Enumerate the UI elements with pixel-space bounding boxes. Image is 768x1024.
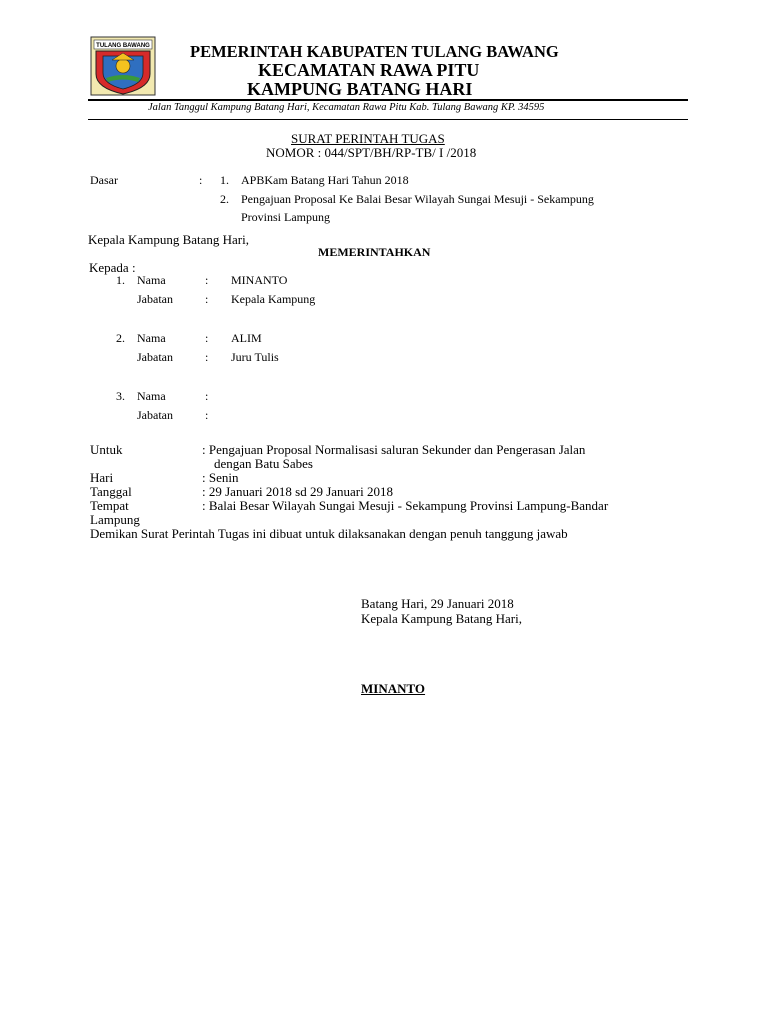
- dasar-item-1-num: 1.: [220, 173, 229, 187]
- person-1-num: 1.: [116, 273, 125, 287]
- person-1-jabatan-colon: :: [205, 292, 209, 306]
- dasar-label: Dasar: [90, 173, 118, 187]
- person-3-jabatan-colon: :: [205, 408, 209, 422]
- emblem-banner-text: TULANG BAWANG: [96, 43, 150, 49]
- command-heading: MEMERINTAHKAN: [318, 245, 431, 259]
- person-2-nama-colon: :: [205, 331, 209, 345]
- person-1-nama-label: Nama: [137, 273, 166, 287]
- letter-title: SURAT PERINTAH TUGAS: [291, 131, 445, 146]
- letterhead-government: PEMERINTAH KABUPATEN TULANG BAWANG: [190, 42, 559, 61]
- person-2-jabatan: Juru Tulis: [231, 350, 279, 364]
- signature-position: Kepala Kampung Batang Hari,: [361, 611, 523, 626]
- closing-statement: Demikan Surat Perintah Tugas ini dibuat untuk dilaksanakan dengan penuh tanggung jawab: [90, 526, 568, 541]
- letterhead-district: KECAMATAN RAWA PITU: [258, 60, 480, 80]
- hari-value: : Senin: [202, 470, 239, 485]
- tanggal-value: : 29 Januari 2018 sd 29 Januari 2018: [202, 484, 394, 499]
- person-2-num: 2.: [116, 331, 125, 345]
- person-2-jabatan-colon: :: [205, 350, 209, 364]
- letterhead-rule-bottom: [88, 119, 688, 120]
- person-2-nama-label: Nama: [137, 331, 166, 345]
- untuk-value: : Pengajuan Proposal Normalisasi saluran Sekunder dan Pengerasan Jalan: [202, 442, 586, 457]
- untuk-label: Untuk: [90, 442, 123, 457]
- person-1-nama-colon: :: [205, 273, 209, 287]
- person-2-nama: ALIM: [231, 331, 262, 345]
- letterhead-village: KAMPUNG BATANG HARI: [247, 79, 473, 99]
- signature-place-date: Batang Hari, 29 Januari 2018: [361, 596, 514, 611]
- dasar-item-2-text: Pengajuan Proposal Ke Balai Besar Wilayah Sungai Mesuji - Sekampung: [241, 192, 594, 206]
- letterhead-address: Jalan Tanggul Kampung Batang Hari, Kecamatan Rawa Pitu Kab. Tulang Bawang KP. 34595: [148, 102, 545, 113]
- signature-name: MINANTO: [361, 681, 426, 696]
- tempat-value: : Balai Besar Wilayah Sungai Mesuji - Sekampung Provinsi Lampung-Bandar: [202, 498, 609, 513]
- dasar-colon: :: [199, 173, 203, 187]
- untuk-value-cont: dengan Batu Sabes: [214, 456, 313, 471]
- person-1-jabatan-label: Jabatan: [137, 292, 173, 306]
- kepada-label: Kepada :: [89, 260, 136, 275]
- person-3-nama-colon: :: [205, 389, 209, 403]
- tempat-label: Tempat: [90, 498, 129, 513]
- issuer-line: Kepala Kampung Batang Hari,: [88, 232, 250, 247]
- hari-label: Hari: [90, 470, 114, 485]
- person-1-jabatan: Kepala Kampung: [231, 292, 316, 306]
- person-2-jabatan-label: Jabatan: [137, 350, 173, 364]
- dasar-item-2-text-cont: Provinsi Lampung: [241, 210, 330, 224]
- dasar-item-2-num: 2.: [220, 192, 229, 206]
- person-3-nama-label: Nama: [137, 389, 166, 403]
- person-3-num: 3.: [116, 389, 125, 403]
- letterhead-rule-top: [88, 99, 688, 101]
- person-1-nama: MINANTO: [231, 273, 288, 287]
- dasar-item-1-text: APBKam Batang Hari Tahun 2018: [241, 173, 409, 187]
- tempat-value-cont: Lampung: [90, 512, 140, 527]
- letter-number: NOMOR : 044/SPT/BH/RP-TB/ I /2018: [266, 145, 477, 160]
- person-3-jabatan-label: Jabatan: [137, 408, 173, 422]
- tanggal-label: Tanggal: [90, 484, 132, 499]
- tulang-bawang-emblem: [90, 36, 156, 96]
